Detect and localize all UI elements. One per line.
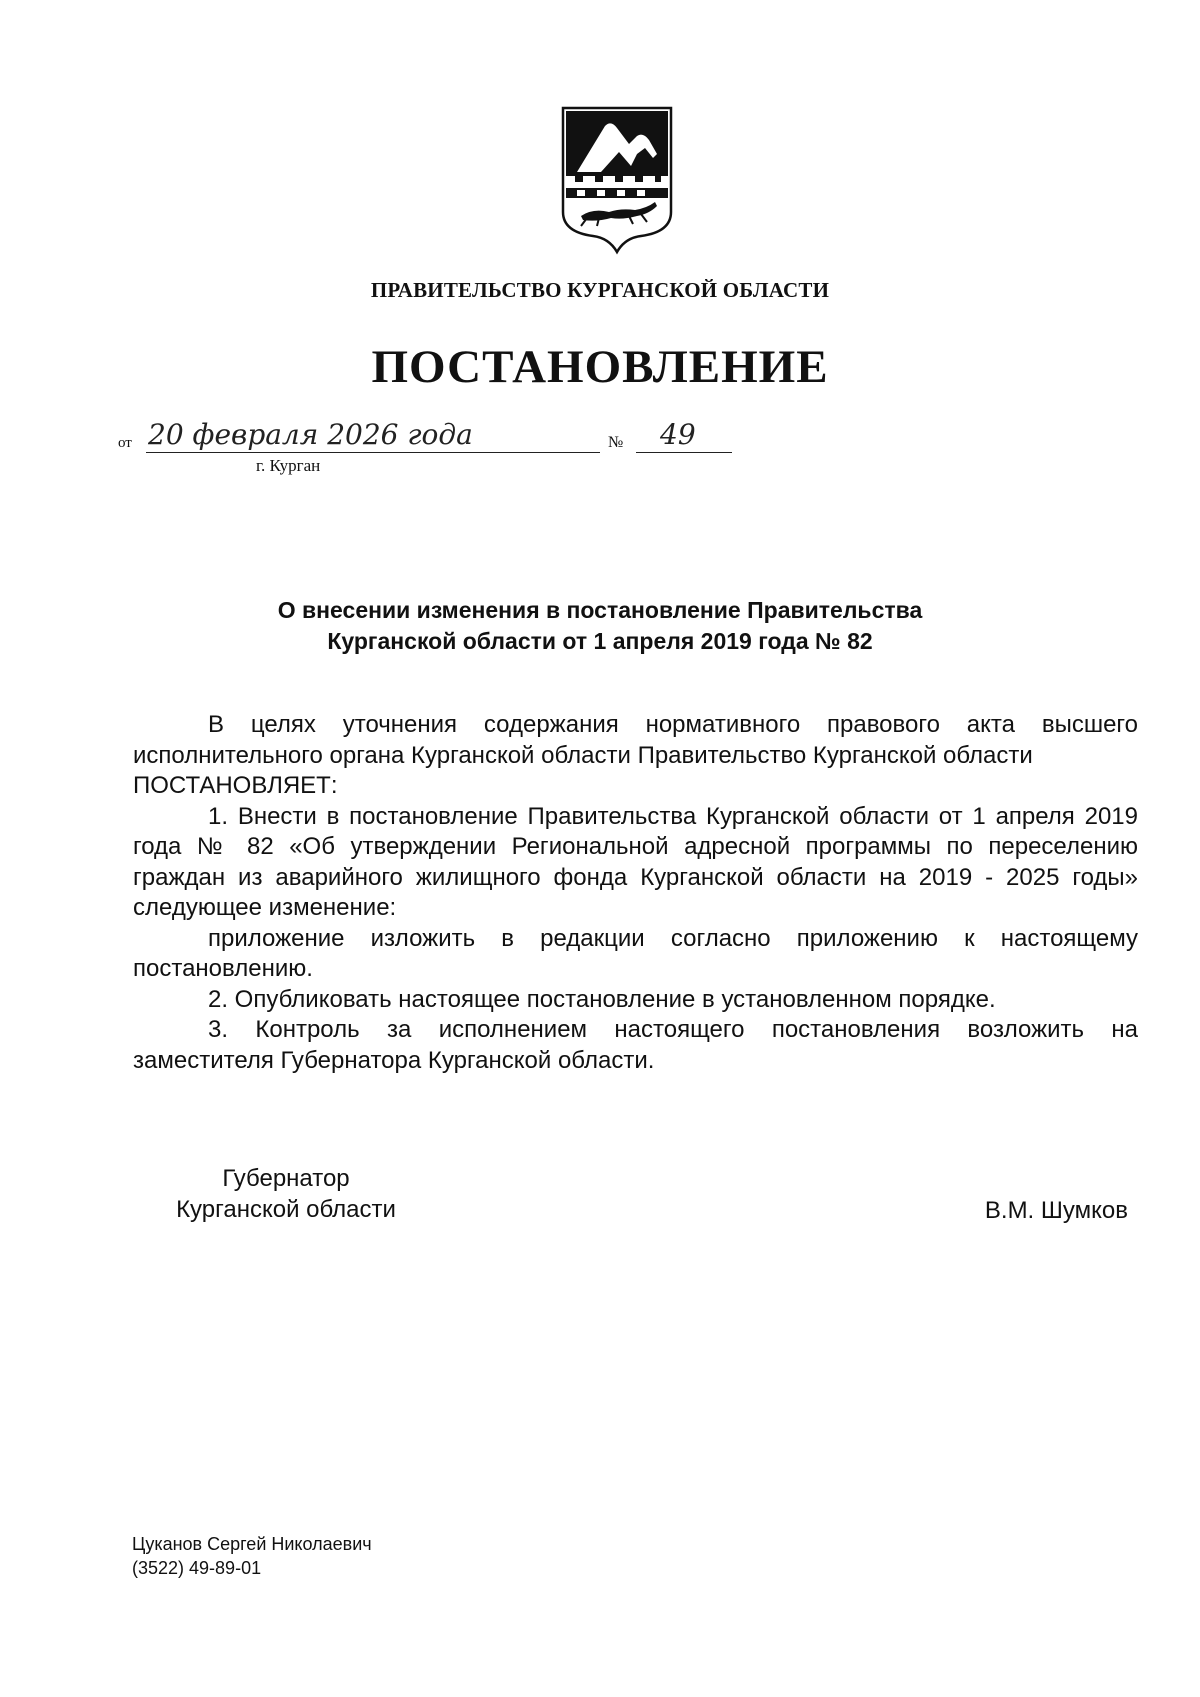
resolves-word: ПОСТАНОВЛЯЕТ:: [133, 772, 338, 799]
item-2-paragraph: 2. Опубликовать настоящее постановление в установленном порядке.: [208, 985, 996, 1013]
handwritten-number: 49: [636, 418, 732, 453]
signatory-title-line-2: Курганской области: [176, 1196, 396, 1223]
item-3-paragraph: 3. Контроль за исполнением настоящего постановления возложить на заместителя Губернатора Курганской области.: [133, 1016, 1138, 1074]
dateline: [118, 418, 696, 478]
organization-name: ПРАВИТЕЛЬСТВО КУРГАНСКОЙ ОБЛАСТИ: [370, 278, 830, 302]
date-prefix: от: [118, 435, 132, 451]
signatory-title-line-1: Губернатор: [222, 1165, 350, 1192]
subject-line-1: О внесении изменения в постановление Правительства: [277, 597, 923, 623]
number-sign: №: [608, 434, 624, 451]
item-1-change-paragraph: приложение изложить в редакции согласно приложению к настоящему постановлению.: [133, 924, 1138, 982]
executor-name: Цуканов Сергей Николаевич: [132, 1534, 372, 1554]
coat-of-arms-icon: [557, 104, 677, 256]
subject-line-2: Курганской области от 1 апреля 2019 года № 82: [327, 628, 873, 654]
document-subject: [0, 595, 1200, 657]
city-label: г. Курган: [256, 456, 321, 475]
preamble-paragraph: В целях уточнения содержания нормативного правового акта высшего исполнительного органа Курганской области Правительство Курганской области: [133, 711, 1138, 769]
signatory-title: [136, 1163, 436, 1225]
executor-block: [132, 1532, 372, 1580]
handwritten-date: 20 февраля 2026 года: [146, 418, 600, 453]
document-type-title: ПОСТАНОВЛЕНИЕ: [371, 341, 829, 393]
executor-phone: (3522) 49-89-01: [132, 1558, 262, 1578]
document-body: [133, 710, 1138, 1076]
signatory-name: В.М. Шумков: [984, 1197, 1128, 1224]
item-1-paragraph: 1. Внести в постановление Правительства Курганской области от 1 апреля 2019 года № 82 «Об утверждении Региональной адресной программы по переселению граждан из аварийного жилищного фонда Курганской области на 2019 - 2025 годы» следующее изменение:: [133, 802, 1138, 921]
